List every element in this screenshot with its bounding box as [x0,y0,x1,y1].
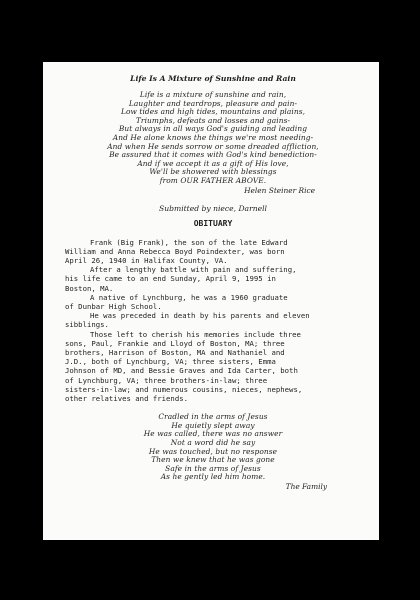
text-line: of Lynchburg, VA; three brothers-in-law; three [65,375,268,385]
closing-poem [65,413,361,482]
text-line: Boston, MA. [65,283,114,293]
text-line: William and Anna Rebecca Boyd Poindexter, was born [65,246,285,256]
text-line: sons, Paul, Frankie and Lloyd of Boston, MA; three [65,338,285,348]
poem-line: Low tides and high tides, mountains and plains, [120,107,306,117]
obituary-paragraph [65,238,361,266]
poem-line: We'll be showered with blessings [149,167,277,177]
text-line: After a lengthy battle with pain and suffering, [90,265,297,275]
text-line: brothers, Harrison of Boston, MA and Nathaniel and [65,347,285,357]
obituary-paragraph [65,293,361,311]
poem-line: Life is a mixture of sunshine and rain, [139,90,287,99]
poem-author: Helen Steiner Rice [244,185,315,195]
poem-line: But always in all ways God's guiding and leading [118,124,308,134]
poem-line: As he gently led him home. [160,472,266,482]
obituary-paragraph [65,265,361,293]
poem-line: He was called, there was no answer [143,429,283,439]
obituary-paragraph [65,311,361,329]
poem-line: Be assured that it comes with God's kind benediction- [109,150,317,160]
text-line: his life came to an end Sunday, April 9, 1995 in [65,274,276,284]
poem-line: And He alone knows the things we're most needing- [112,132,314,142]
poem-line: Laughter and teardrops, pleasure and pain- [128,98,298,108]
family-signature: The Family [285,481,327,491]
text-line: He was preceded in death by his parents and eleven [90,311,310,321]
text-line: Those left to cherish his memories include three [90,329,301,339]
text-line: Frank (Big Frank), the son of the late Edward [90,237,288,247]
text-line: sibblings. [65,320,109,330]
text-line: other relatives and friends. [65,393,189,403]
poem-line: Not a word did he say [170,437,256,447]
poem-verse [65,91,361,186]
text-line: Johnson of MD, and Bessie Graves and Ida Carter, both [65,366,298,376]
obituary-heading: OBITUARY [193,218,233,228]
poem-line: And if we accept it as a gift of His love, [137,158,289,168]
poem-line: And when He sends sorrow or some dreaded affliction, [107,141,319,151]
text-line: A native of Lynchburg, he was a 1960 graduate [90,292,288,302]
text-line: of Dunbar High School. [65,301,162,311]
obituary-text [65,238,361,404]
poem-line: Cradled in the arms of Jesus [158,412,268,422]
text-line: J.D., both of Lynchburg, VA; three sisters, Emma [65,357,276,367]
poem-title: Life Is A Mixture of Sunshine and Rain [130,74,296,83]
poem-line: Then we knew that he was gone [151,455,275,465]
poem-line: Triumphs, defeats and losses and gains- [135,115,291,125]
text-line: sisters-in-law; and numerous cousins, nieces, nephews, [65,384,303,394]
obituary-paragraph [65,330,361,404]
poem-line: Safe in the arms of Jesus [165,463,261,473]
poem-line: from OUR FATHER ABOVE. [159,175,267,185]
obituary-page [43,62,379,540]
poem-line: He quietly slept away [171,420,255,430]
submitted-by: Submitted by niece, Darnell [159,203,267,213]
text-line: April 26, 1940 in Halifax County, VA. [65,255,228,265]
poem-line: He was touched, but no response [148,446,278,456]
